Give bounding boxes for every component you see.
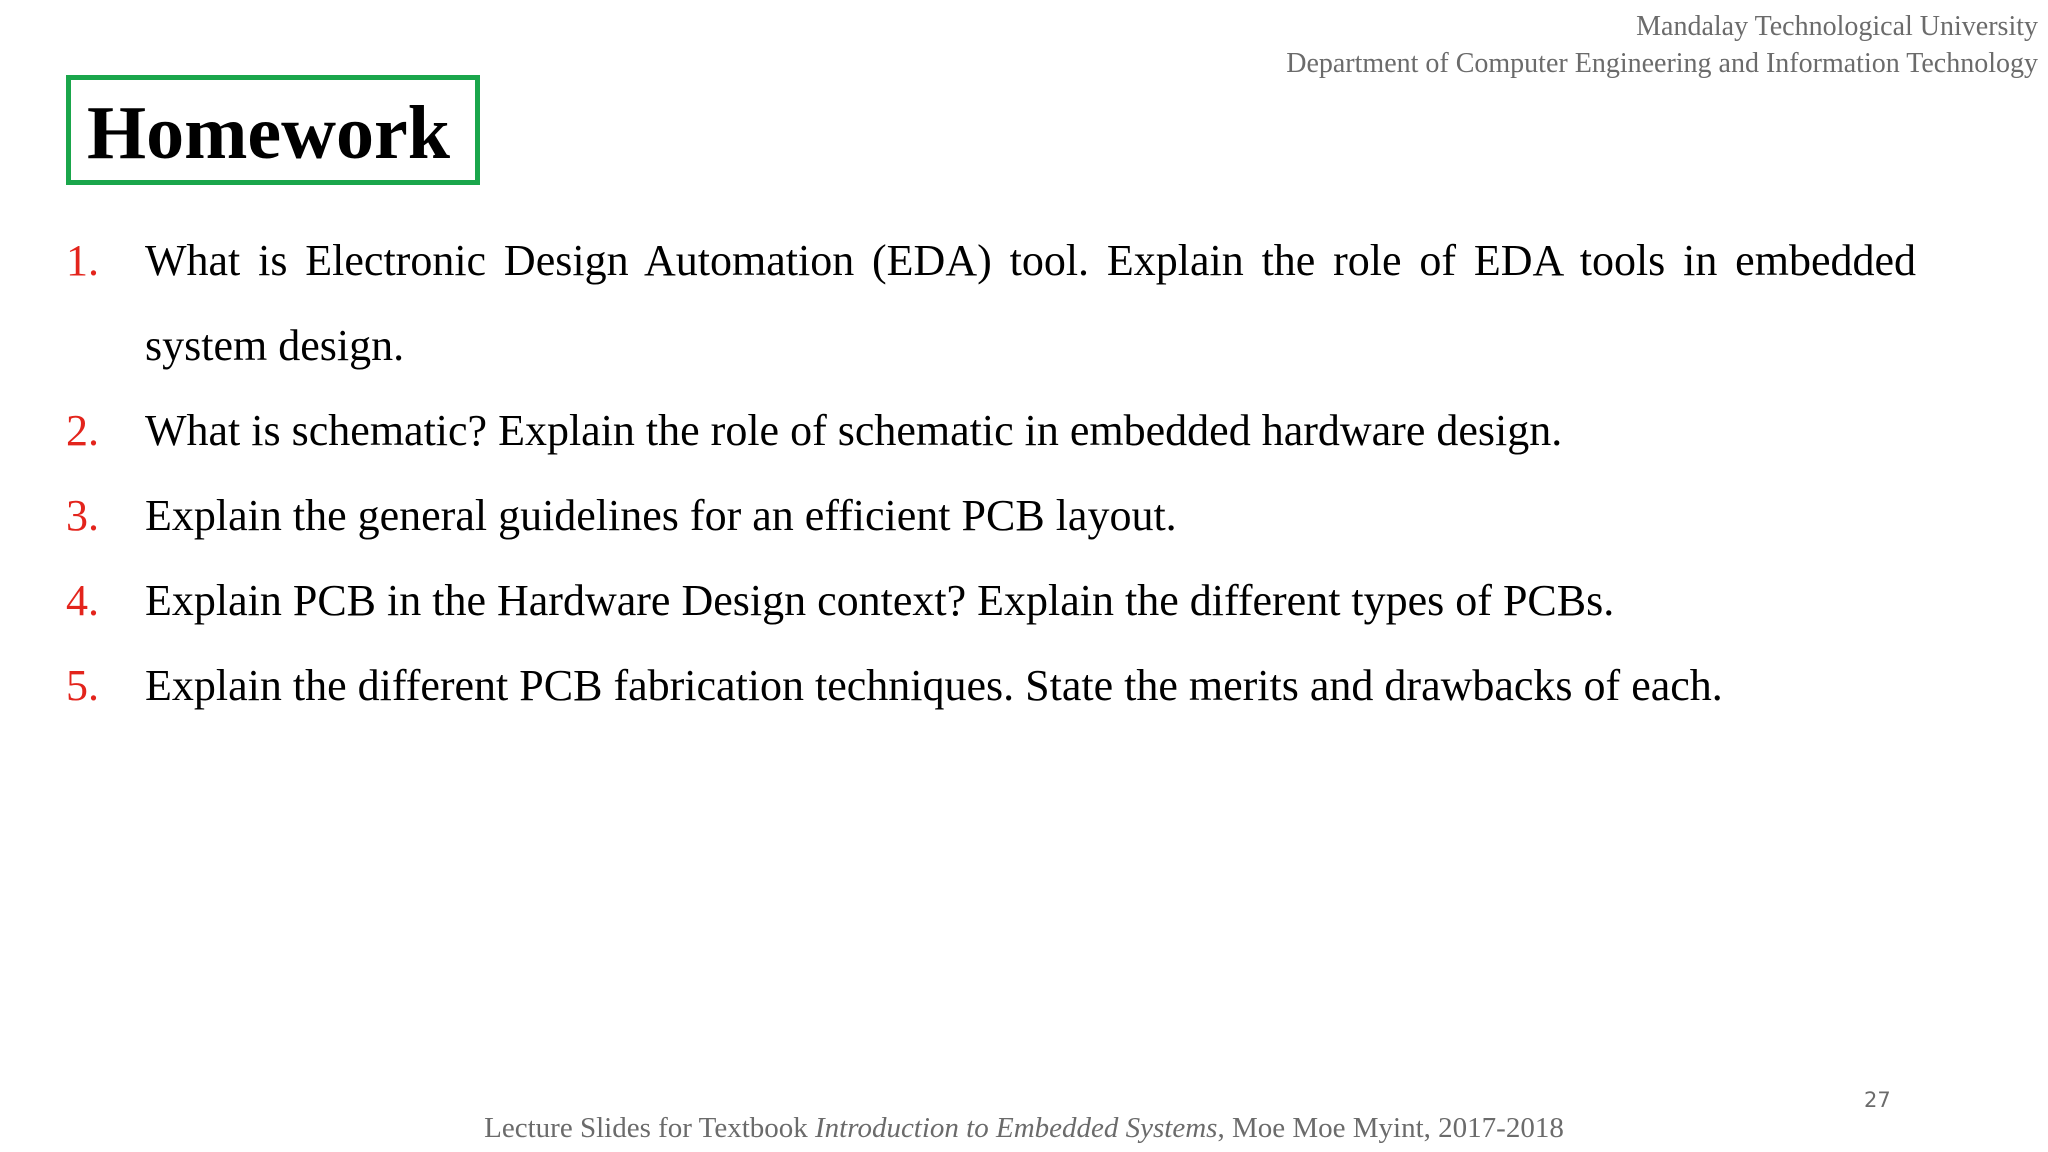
list-text: Explain PCB in the Hardware Design context? Explain the different types of PCBs. [145,576,1615,625]
slide-title: Homework [87,91,451,175]
list-text: What is schematic? Explain the role of schematic in embedded hardware design. [145,406,1563,455]
title-box [66,75,480,185]
department-name: Department of Computer Engineering and Information Technology [1286,48,2038,79]
footer-prefix: Lecture Slides for Textbook [484,1112,816,1144]
list-text: Explain the general guidelines for an efficient PCB layout. [145,491,1177,540]
list-item [66,558,1916,643]
list-item [66,473,1916,558]
institution-header [1286,8,2038,82]
list-number: 2. [66,406,99,455]
university-name: Mandalay Technological University [1636,11,2038,42]
page-number: 27 [1864,1088,1891,1112]
list-text: Explain the different PCB fabrication techniques. State the merits and drawbacks of each. [145,661,1723,710]
list-text: What is Electronic Design Automation (EDA) tool. Explain the role of EDA tools in embedded system design. [145,236,1916,370]
list-number: 1. [66,236,99,285]
list-number: 5. [66,661,99,710]
list-number: 4. [66,576,99,625]
list-item [66,643,1916,728]
list-item [66,218,1916,388]
footer-suffix: , Moe Moe Myint, 2017-2018 [1217,1112,1564,1144]
list-number: 3. [66,491,99,540]
list-item [66,388,1916,473]
footer-book-title: Introduction to Embedded Systems [815,1112,1218,1144]
footer-citation [0,1110,2048,1146]
homework-list [66,218,1916,728]
